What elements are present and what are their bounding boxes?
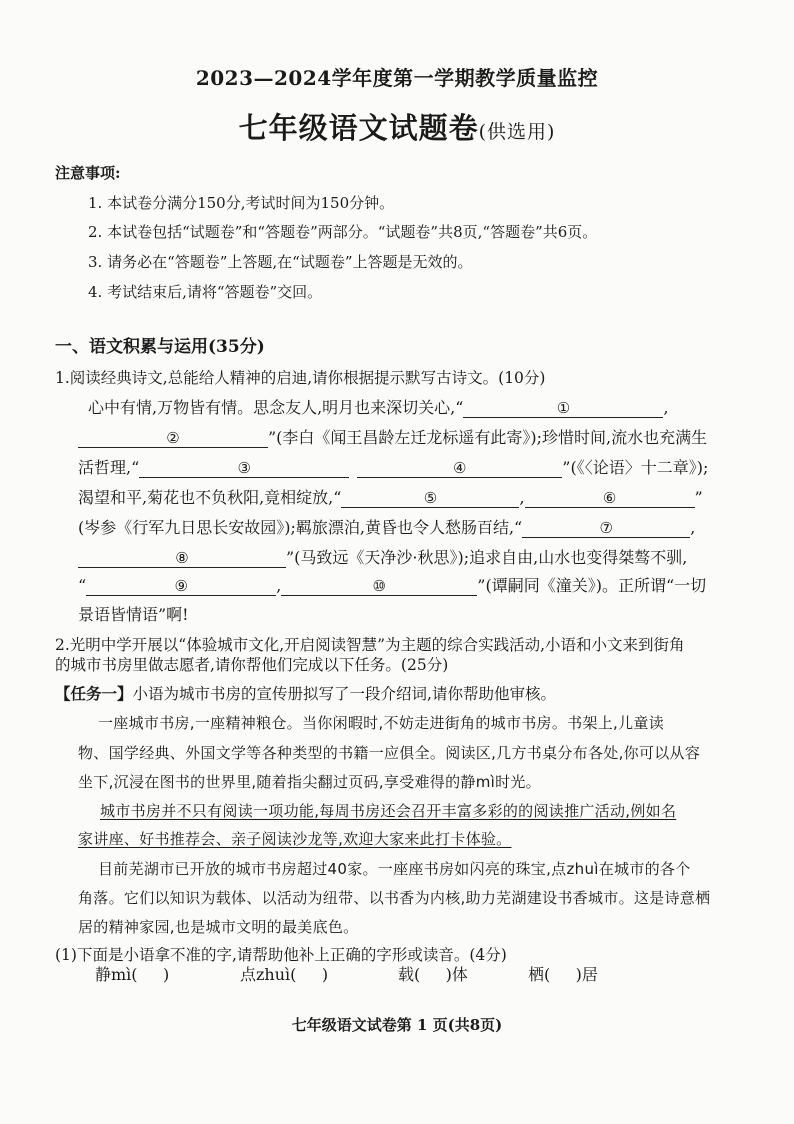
q1-line-1 <box>88 398 669 418</box>
blank-5[interactable] <box>341 488 519 508</box>
task-1-text: 小语为城市书房的宣传册拟写了一段介绍词,请你帮助他审核。 <box>132 685 556 703</box>
exam-title-text: 七年级语文试题卷 <box>238 111 479 145</box>
q1-line-text: 渴望和平,菊花也不负秋阳,竟相绽放,“ <box>78 488 342 507</box>
task-1 <box>55 684 556 704</box>
blank-number: ⑦ <box>599 519 613 537</box>
blank-4[interactable] <box>357 458 562 478</box>
q1-line-text: , <box>690 518 696 537</box>
passage-p3-l1: 目前芜湖市已开放的城市书房超过40家。一座座书房如闪亮的珠宝,点zhuì在城市的各个 <box>98 860 691 878</box>
notice-heading: 注意事项: <box>55 164 121 182</box>
q1-line-text: 心中有情,万物皆有情。思念友人,明月也来深切关心,“ <box>88 398 464 417</box>
answer-jingmi[interactable]: 静mì( ) <box>95 965 170 984</box>
exam-period-title: 2023—2024学年度第一学期教学质量监控 <box>195 66 599 90</box>
q1-line-text: ”(《〈论语〉十二章》); <box>562 458 709 477</box>
passage-p1-l1: 一座城市书房,一座精神粮仓。当你闲暇时,不妨走进街角的城市书房。书架上,儿童读 <box>98 714 665 732</box>
blank-1[interactable] <box>463 398 663 418</box>
sub-question-1: (1)下面是小语拿不准的字,请帮助他补上正确的字形或读音。(4分) <box>55 946 507 964</box>
blank-number: ⑩ <box>372 577 386 595</box>
blank-number: ① <box>556 399 571 417</box>
q1-line-5 <box>78 518 695 538</box>
q1-line-text: , <box>276 576 282 595</box>
blank-number: ④ <box>453 459 467 477</box>
passage-p3-l3: 居的精神家园,也是城市文明的最美底色。 <box>78 918 359 936</box>
q1-line-7 <box>78 576 706 596</box>
blank-9[interactable] <box>86 576 276 596</box>
notice-item-4: 4. 考试结束后,请将“答题卷”交回。 <box>88 283 323 301</box>
answer-zaiti[interactable]: 载( )体 <box>398 965 468 984</box>
q1-line-text: 活哲理,“ <box>78 458 140 477</box>
q1-line-text: ”(谭嗣同《潼关》)。正所谓“一切 <box>477 576 707 595</box>
notice-item-2: 2. 本试卷包括“试题卷”和“答题卷”两部分。“试题卷”共8页,“答题卷”共6页。 <box>88 223 598 241</box>
q1-line-text: ”(李白《闻王昌龄左迁龙标遥有此寄》);珍惜时间,流水也充满生 <box>268 428 708 447</box>
exam-title-sub: (供选用) <box>478 121 556 143</box>
answer-qiju[interactable]: 栖( )居 <box>528 965 598 984</box>
q1-line-text: , <box>663 398 669 417</box>
blank-number: ③ <box>237 459 251 477</box>
q1-line-4 <box>78 488 703 508</box>
blank-8[interactable] <box>78 548 286 568</box>
q1-line-text: “ <box>78 576 87 595</box>
passage-p3-l2: 角落。它们以知识为载体、以活动为纽带、以书香为内核,助力芜湖建设书香城市。这是诗意栖 <box>78 889 711 907</box>
blank-7[interactable] <box>522 518 690 538</box>
q1-line-2 <box>78 428 707 448</box>
blank-number: ⑧ <box>175 549 189 567</box>
passage-p2-l1: 城市书房并不只有阅读一项功能,每周书房还会召开丰富多彩的的阅读推广活动,例如名 <box>100 802 677 820</box>
blank-3[interactable] <box>139 458 349 478</box>
q1-line-3 <box>78 458 708 478</box>
passage-p1-l2: 物、国学经典、外国文学等各种类型的书籍一应俱全。阅读区,几方书桌分布各处,你可以从容 <box>78 744 701 762</box>
question-1-stem: 1.阅读经典诗文,总能给人精神的启迪,请你根据提示默写古诗文。(10分) <box>55 369 546 387</box>
blank-number: ⑤ <box>423 489 438 507</box>
q1-line-text: (岑参《行军九日思长安故园》);羁旅漂泊,黄昏也令人愁肠百结,“ <box>78 518 523 537</box>
section-heading: 一、语文积累与运用(35分) <box>55 337 265 357</box>
blank-10[interactable] <box>281 576 477 596</box>
blank-6[interactable] <box>525 488 695 508</box>
q1-line-text: ”(马致远《天净沙·秋思》);追求自由,山水也变得桀骜不驯, <box>286 548 688 567</box>
exam-main-title <box>0 106 794 147</box>
notice-item-1: 1. 本试卷分满分150分,考试时间为150分钟。 <box>88 194 395 212</box>
blank-2[interactable] <box>78 428 268 448</box>
question-2-stem-line-2: 的城市书房里做志愿者,请你帮他们完成以下任务。(25分) <box>55 656 449 674</box>
answer-dianzhui[interactable]: 点zhuì( ) <box>240 965 329 984</box>
q1-line-6 <box>78 548 687 568</box>
blank-number: ⑨ <box>174 577 188 595</box>
q1-line-8: 景语皆情语”啊! <box>78 605 189 624</box>
q1-line-text: ” <box>694 488 703 507</box>
passage-p2-l2: 家讲座、好书推荐会、亲子阅读沙龙等,欢迎大家来此打卡体验。 <box>78 830 512 848</box>
blank-number: ⑥ <box>602 489 617 507</box>
question-2-stem-line-1: 2.光明中学开展以“体验城市文化,开启阅读智慧”为主题的综合实践活动,小语和小文来到街角 <box>55 636 685 654</box>
q1-line-text: , <box>519 488 525 507</box>
notice-item-3: 3. 请务必在“答题卷”上答题,在“试题卷”上答题是无效的。 <box>88 253 473 271</box>
passage-p1-l3: 坐下,沉浸在图书的世界里,随着指尖翻过页码,享受难得的静mì时光。 <box>78 773 541 791</box>
page-footer: 七年级语文试卷第 1 页(共8页) <box>291 1016 503 1034</box>
blank-number: ② <box>166 429 180 447</box>
task-1-label: 【任务一】 <box>55 684 133 703</box>
